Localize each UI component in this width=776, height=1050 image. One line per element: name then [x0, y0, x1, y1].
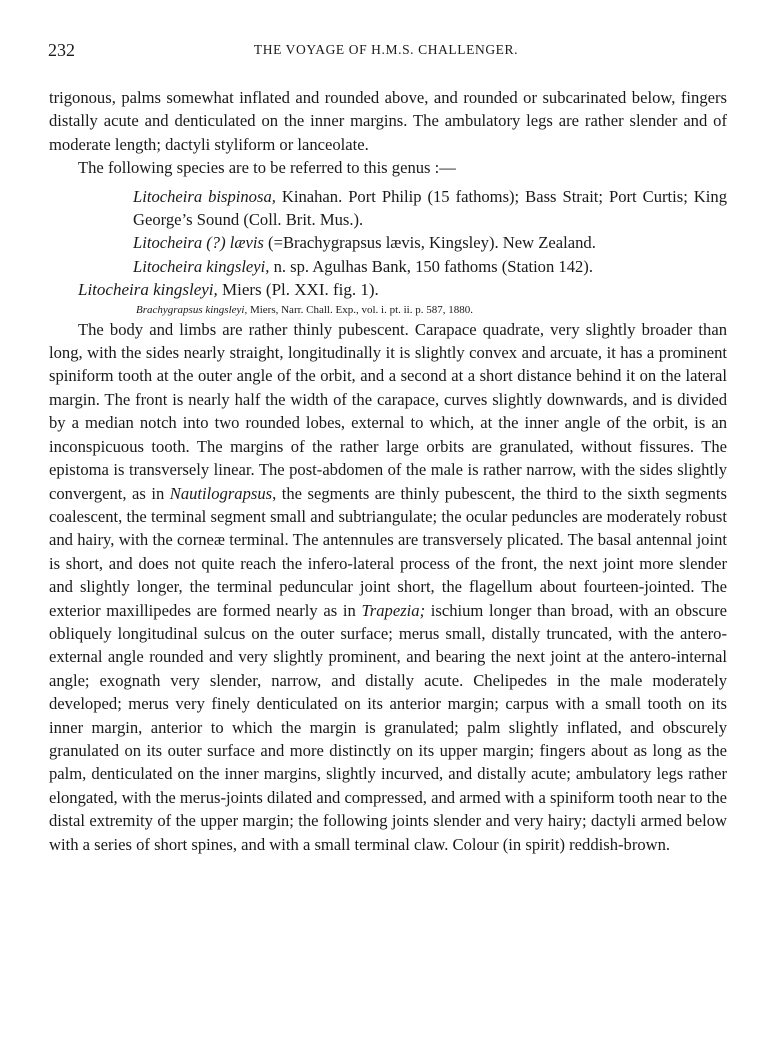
synonym-citation: Miers, Narr. Chall. Exp., vol. i. pt. ii. p. 587, 1880.	[247, 303, 473, 316]
description-text: , the segments are thinly pubescent, the third to the sixth segments coalescent, the terminal segment small and subtriangulate; the ocular peduncles are moderately robust and hairy, with the corneæ terminal. The antennules are transversely plicated. The basal antennal joint is short, and does not quite reach the infero-lateral process of the front, the next joint more slender and slightly longer, the terminal peduncular joint short, the flagellum about fourteen-jointed. The exterior maxillipedes are formed nearly as in	[49, 483, 727, 620]
running-title: THE VOYAGE OF H.M.S. CHALLENGER.	[253, 42, 519, 57]
species-details: Kinahan. Port Philip (15 fathoms); Bass Strait; Port Curtis; King George’s Sound (Coll. Brit. Mus.).	[133, 186, 727, 230]
species-name: Litocheira bispinosa,	[133, 186, 276, 206]
description-genus-name: Trapezia;	[361, 600, 426, 620]
species-list-item	[105, 231, 727, 254]
species-heading-name: Litocheira kingsleyi,	[78, 280, 218, 300]
species-intro: The following species are to be referred to this genus :—	[78, 158, 456, 178]
species-name: Litocheira (?) lævis	[133, 233, 264, 253]
species-list	[49, 185, 727, 279]
description-genus-name: Nautilograpsus	[169, 483, 273, 503]
species-heading-authority: Miers (Pl. XXI. fig. 1).	[217, 280, 379, 300]
description-text: The body and limbs are rather thinly pubescent. Carapace quadrate, very slightly broader than long, with the sides nearly straight, longitudinally it is slightly convex and arcuate, it has a prominent spiniform tooth at the outer angle of the orbit, and a second at a short distance behind it on the lateral margin. The front is nearly half the width of the carapace, curves slightly downwards, and is divided by a median notch into two rounded lobes, external to which, at the inner angle of the orbit, is an inconspicuous tooth. The margins of the rather large orbits are granulated, without fissures. The epistoma is transversely linear. The post-abdomen of the male is rather narrow, with the sides slightly convergent, as in	[49, 319, 727, 503]
genus-continuation-paragraph: trigonous, palms somewhat inflated and rounded above, and rounded or subcarinated below, fingers distally acute and denticulated on the inner margins. The ambulatory legs are rather slender and of moderate length; dactyli styliform or lanceolate.	[49, 88, 727, 154]
species-details: n. sp. Agulhas Bank, 150 fathoms (Station 142).	[269, 256, 593, 276]
synonym-reference	[49, 302, 727, 318]
species-list-item	[105, 255, 727, 278]
species-name: Litocheira kingsleyi,	[133, 256, 270, 276]
species-heading	[49, 278, 727, 301]
species-list-item	[105, 185, 727, 232]
synonym-name: Brachygrapsus kingsleyi,	[136, 303, 248, 316]
page-number: 232	[48, 40, 75, 60]
page-body	[49, 86, 727, 856]
species-description	[49, 318, 727, 856]
description-text: ischium longer than broad, with an obscure obliquely longitudinal sulcus on the outer surface; merus small, distally truncated, with the antero-external angle rounded and very slightly prominent, and bearing the next joint at the antero-internal angle; exognath very slender, narrow, and distally acute. Chelipedes in the male moderately developed; merus very finely denticulated on its anterior margin; carpus with a small tooth on its inner margin, anterior to which the margin is granulated; palm slightly inflated, and obscurely granulated on its outer surface and more distinctly on its upper margin; fingers about as long as the palm, denticulated on the inner margins, slightly incurved, and distally acute; ambulatory legs rather elongated, with the merus-joints dilated and compressed, and armed with a spiniform tooth near to the distal extremity of the upper margin; the following joints slender and very hairy; dactyli armed below with a series of short spines, and with a small terminal claw. Colour (in spirit) reddish-brown.	[49, 600, 727, 854]
species-details: (=Brachygrapsus lævis, Kingsley). New Zealand.	[263, 233, 596, 253]
page-header	[48, 40, 724, 64]
